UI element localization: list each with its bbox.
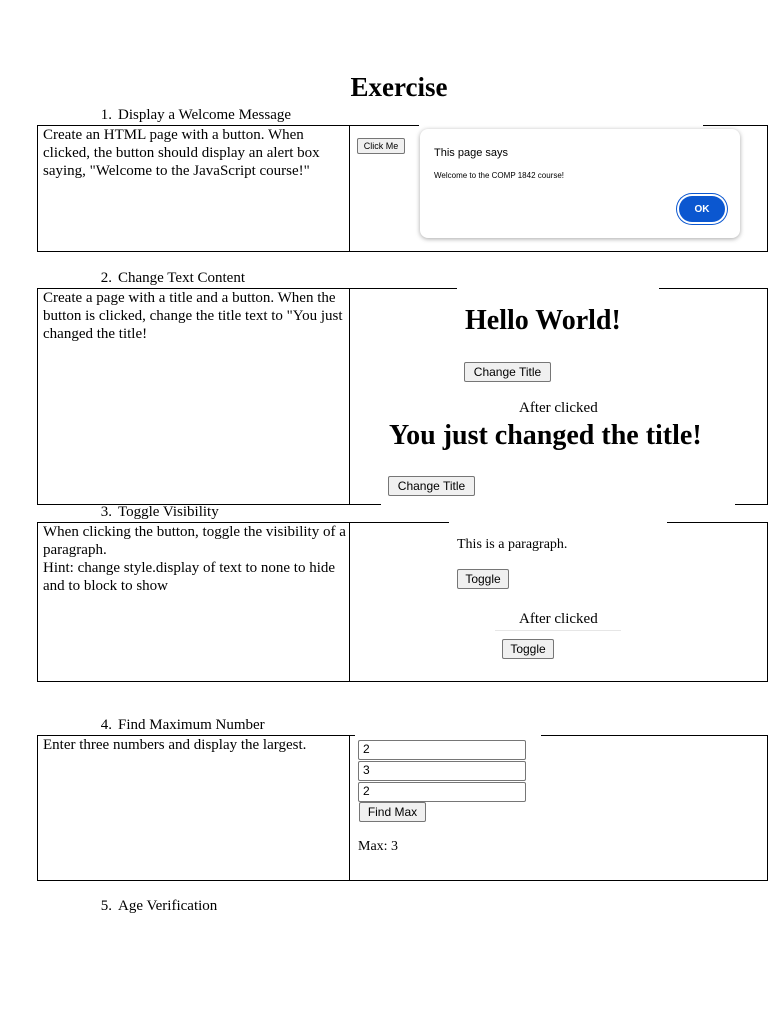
section-2-description-cell bbox=[37, 288, 350, 505]
section-4-heading bbox=[90, 717, 265, 734]
toggle-button-after[interactable]: Toggle bbox=[502, 639, 554, 659]
table-border bbox=[703, 125, 768, 126]
section-title: Find Maximum Number bbox=[118, 717, 265, 733]
table-border bbox=[349, 880, 768, 881]
alert-dialog-title: This page says bbox=[434, 147, 508, 159]
click-me-button[interactable]: Click Me bbox=[357, 138, 405, 154]
table-border bbox=[735, 504, 768, 505]
section-5-heading bbox=[90, 898, 217, 915]
section-3-description-cell bbox=[37, 522, 350, 682]
alert-dialog-message: Welcome to the COMP 1842 course! bbox=[434, 171, 564, 180]
demo-heading-after: You just changed the title! bbox=[389, 420, 702, 451]
section-number: 3. bbox=[100, 504, 112, 520]
toggle-button[interactable]: Toggle bbox=[457, 569, 509, 589]
divider bbox=[495, 630, 621, 631]
table-border bbox=[659, 288, 768, 289]
number-input-3[interactable]: 2 bbox=[358, 782, 526, 802]
page-title: Exercise bbox=[350, 72, 448, 102]
table-border bbox=[349, 288, 457, 289]
section-4-description: Enter three numbers and display the largest. bbox=[43, 737, 307, 753]
section-number: 4. bbox=[100, 717, 112, 733]
section-number: 5. bbox=[100, 898, 112, 914]
change-title-button[interactable]: Change Title bbox=[464, 362, 551, 382]
table-border bbox=[667, 522, 768, 523]
section-title: Display a Welcome Message bbox=[118, 107, 292, 123]
after-clicked-label: After clicked bbox=[519, 400, 598, 416]
section-title: Age Verification bbox=[118, 898, 218, 914]
table-border bbox=[349, 125, 419, 126]
number-input-1[interactable]: 2 bbox=[358, 740, 526, 760]
alert-ok-button[interactable]: OK bbox=[679, 196, 725, 222]
section-3-description: When clicking the button, toggle the visibility of a paragraph. bbox=[43, 524, 346, 558]
demo-paragraph: This is a paragraph. bbox=[457, 537, 568, 552]
section-title: Change Text Content bbox=[118, 270, 245, 286]
table-border bbox=[349, 251, 768, 252]
table-border bbox=[349, 504, 381, 505]
section-number: 1. bbox=[100, 107, 112, 123]
change-title-button-after[interactable]: Change Title bbox=[388, 476, 475, 496]
after-clicked-label: After clicked bbox=[519, 611, 598, 627]
number-input-2[interactable]: 3 bbox=[358, 761, 526, 781]
table-border bbox=[349, 522, 449, 523]
section-3-heading bbox=[90, 504, 219, 521]
section-title: Toggle Visibility bbox=[118, 504, 219, 520]
section-1-description: Create an HTML page with a button. When clicked, the button should display an alert box saying, "Welcome to the JavaScript course!" bbox=[43, 127, 320, 179]
section-1-heading bbox=[90, 107, 291, 124]
find-max-button[interactable]: Find Max bbox=[359, 802, 426, 822]
demo-heading-before: Hello World! bbox=[465, 305, 621, 336]
section-2-heading bbox=[90, 270, 245, 287]
section-1-description-cell bbox=[37, 125, 350, 252]
section-number: 2. bbox=[100, 270, 112, 286]
section-4-description-cell bbox=[37, 735, 350, 881]
table-border bbox=[349, 735, 355, 736]
alert-dialog bbox=[420, 129, 740, 238]
section-2-description: Create a page with a title and a button. When the button is clicked, change the title text to "You just changed the title! bbox=[43, 290, 343, 342]
table-border bbox=[349, 681, 768, 682]
max-result: Max: 3 bbox=[358, 839, 399, 854]
section-3-hint: Hint: change style.display of text to none to hide and to block to show bbox=[43, 560, 336, 594]
table-border bbox=[541, 735, 768, 736]
